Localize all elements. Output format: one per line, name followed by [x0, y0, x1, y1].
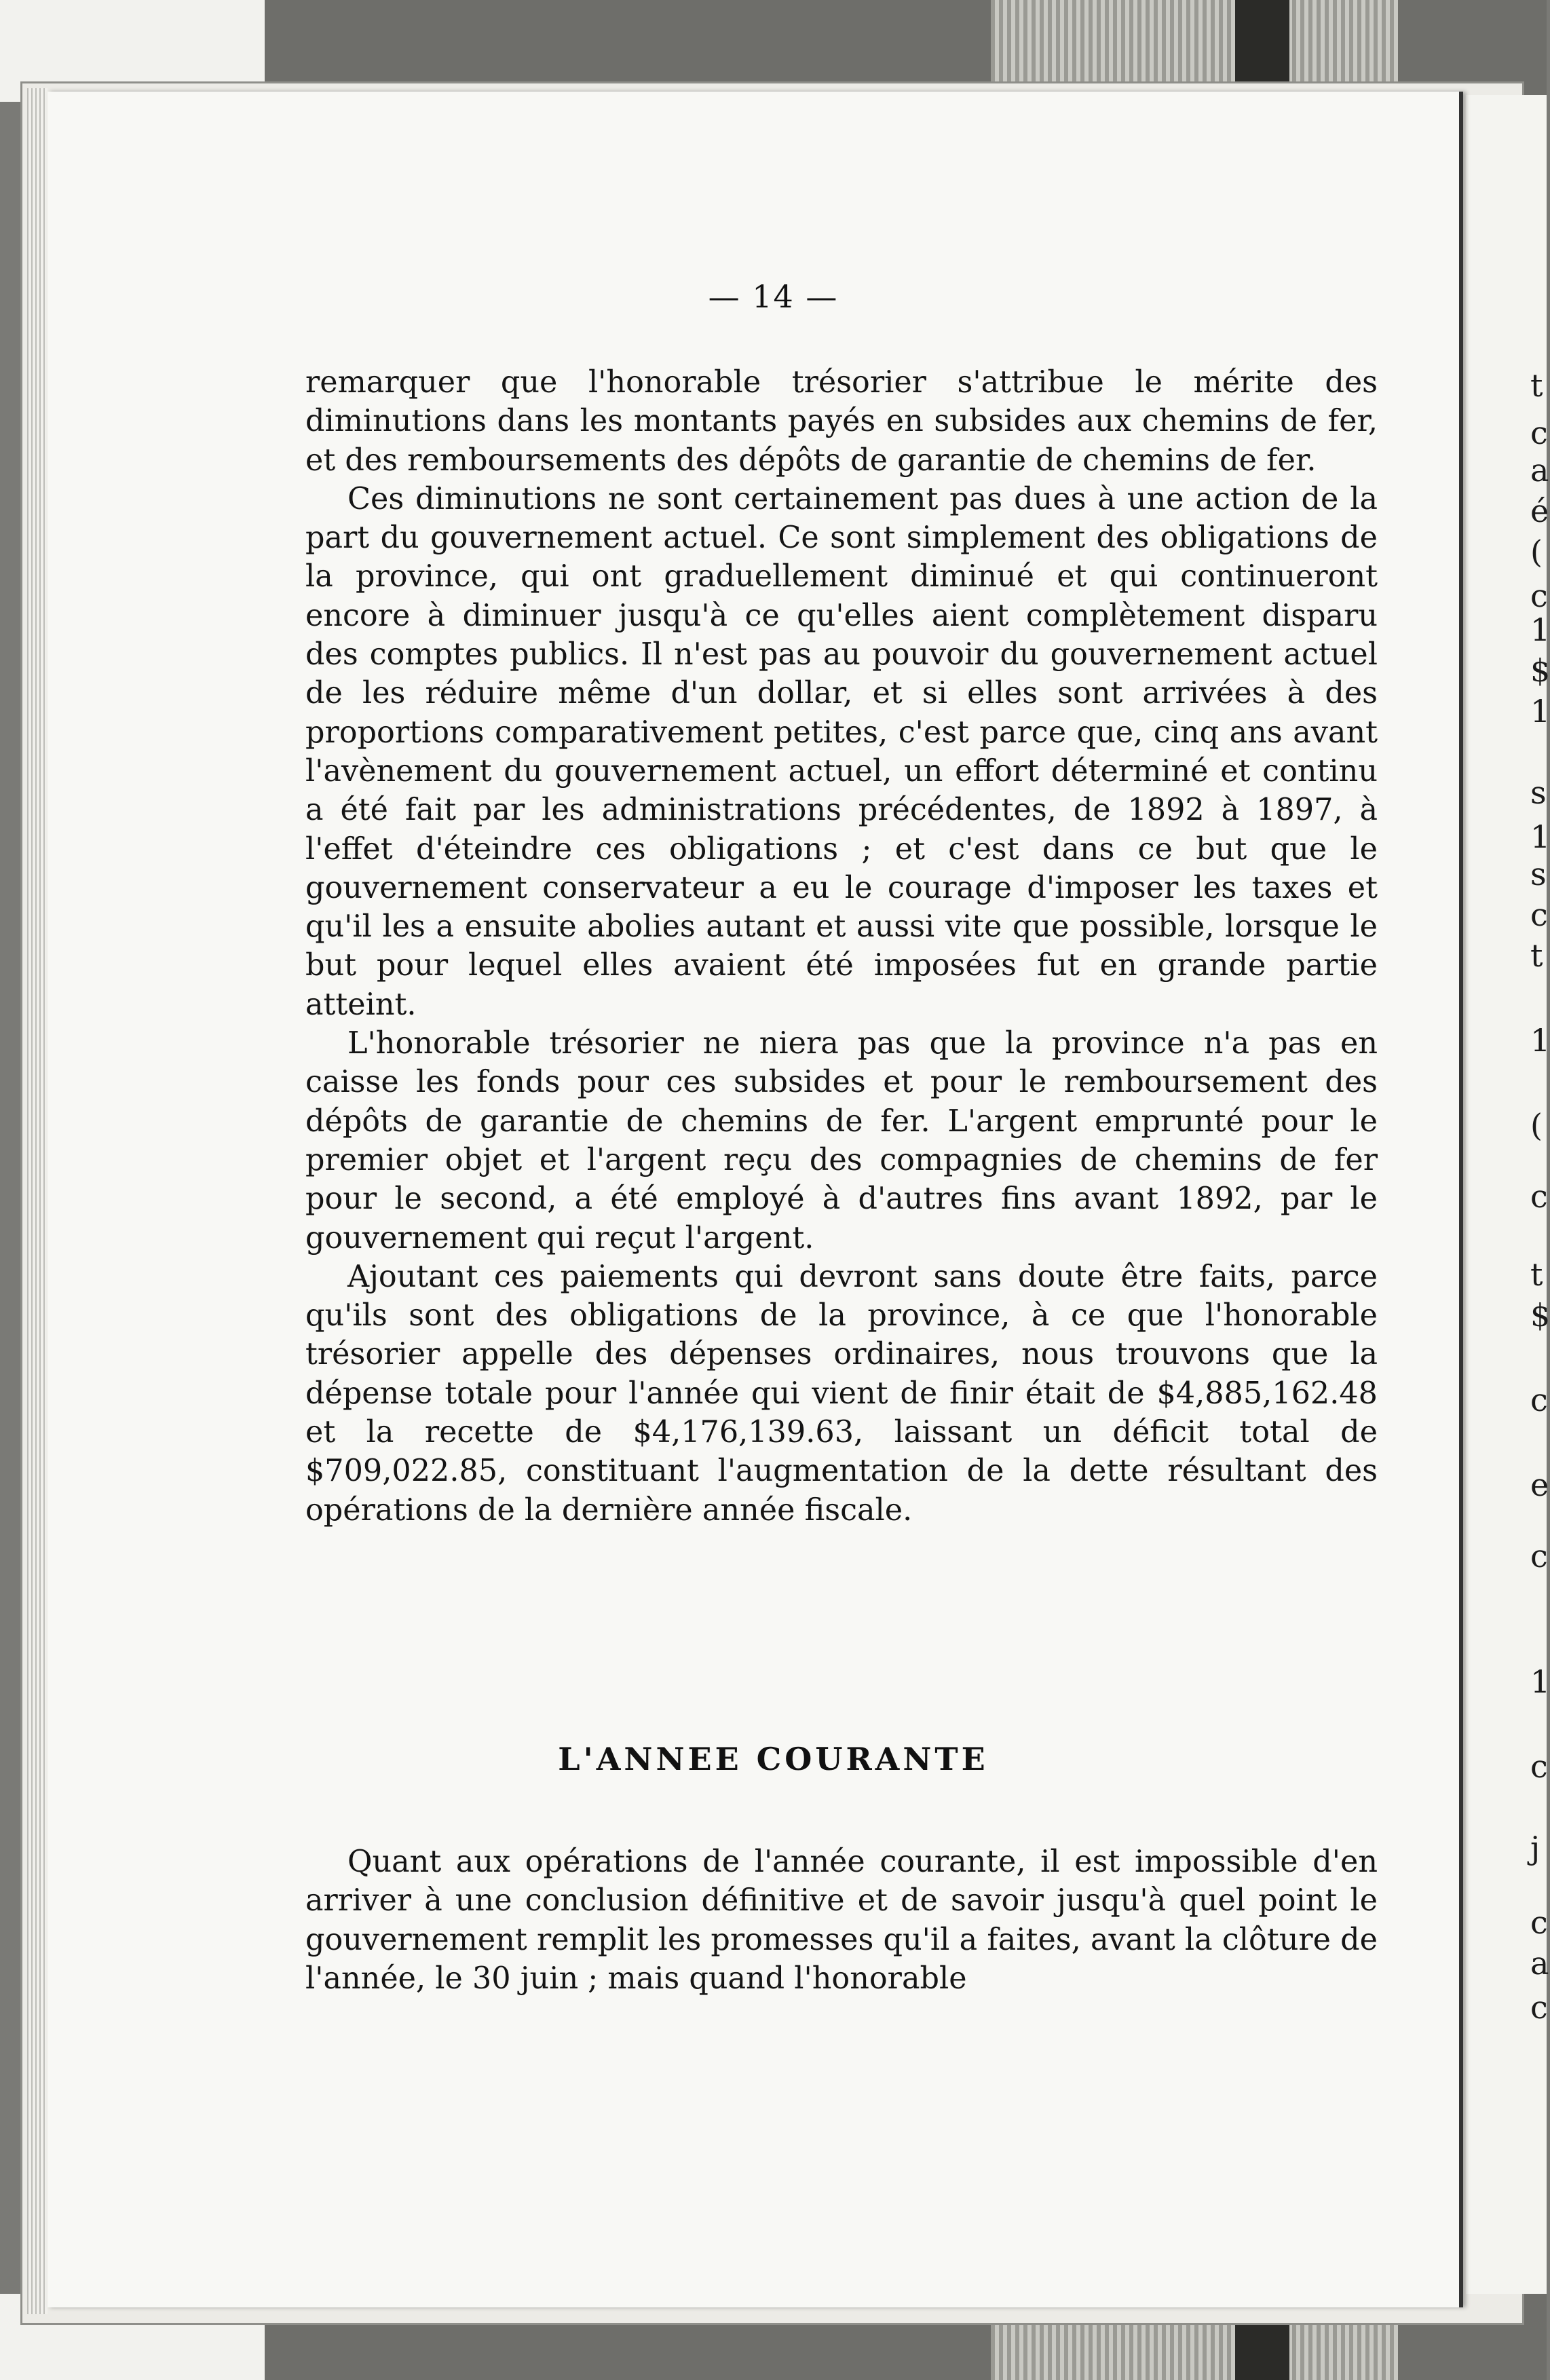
bleed-character: c: [1530, 1538, 1548, 1574]
section-body-text: [305, 1843, 1378, 1998]
bleed-character: 1: [1530, 818, 1550, 855]
paragraph: Ajoutant ces paiements qui devront sans doute être faits, parce qu'ils sont des obligations de la province, à ce que l'honorable trésorier appelle des dépenses ordinaires, nous trouvons que la dépense totale pour l'année qui vient de finir était de $4,885,162.48 et la recette de $4,176,139.63, laissant un déficit total de $709,022.85, constituant l'augmentation de la dette résultant des opérations de la dernière année fiscale.: [305, 1259, 1378, 1528]
paragraph: L'honorable trésorier ne niera pas que la province n'a pas en caisse les fonds pour ces subsides et pour le remboursement des dépôts de garantie de chemins de fer. L'argent emprunté pour le premier objet et l'argent reçu des compagnies de chemins de fer pour le second, a été employé à d'autres fins avant 1892, par le gouvernement qui reçut l'argent.: [305, 1026, 1378, 1255]
page-edges: [27, 88, 48, 2314]
bleed-character: c: [1530, 1748, 1548, 1785]
paragraph: remarquer que l'honorable trésorier s'attribue le mérite des diminutions dans les montants payés en subsides aux chemins de fer, et des remboursements des dépôts de garantie de chemins de fer.: [305, 365, 1378, 478]
bleed-character: t: [1530, 937, 1543, 974]
bleed-character: c: [1530, 1178, 1548, 1215]
paragraph: Ces diminutions ne sont certainement pas dues à une action de la part du gouvernement actuel. Ce sont simplement des obligations de la province, qui ont graduellement diminué et qui continueront encore à diminuer jusqu'à ce qu'elles aient complètement disparu des comptes publics. Il n'est pas au pouvoir du gouvernement actuel de les réduire même d'un dollar, et si elles sont arrivées à des proportions comparativement petites, c'est parce que, cinq ans avant l'avènement du gouvernement actuel, un effort déterminé et continu a été fait par les administrations précédentes, de 1892 à 1897, à l'effet d'éteindre ces obligations ; et c'est dans ce but que le gouvernement conservateur a eu le courage d'imposer les taxes et qu'il les a ensuite abolies autant et aussi vite que possible, lorsque le but pour lequel elles avaient été imposées fut en grande partie atteint.: [305, 481, 1378, 1022]
bleed-character: c: [1530, 415, 1548, 451]
bleed-character: c: [1530, 1989, 1548, 2026]
body-text: [305, 363, 1378, 1530]
bleed-character: 1: [1530, 1663, 1550, 1700]
bleed-character: t: [1530, 367, 1543, 404]
bleed-character: $: [1530, 652, 1550, 689]
bleed-character: é: [1530, 493, 1549, 529]
bleed-character: t: [1530, 1256, 1543, 1293]
bleed-character: c: [1530, 896, 1548, 933]
bleed-character: c: [1530, 578, 1548, 614]
bleed-character: 1: [1530, 611, 1550, 648]
bleed-character: (: [1530, 1107, 1543, 1144]
bleed-character: c: [1530, 1382, 1548, 1418]
paragraph: Quant aux opérations de l'année courante, il est impossible d'en arriver à une conclusion définitive et de savoir jusqu'à quel point le gouvernement remplit les promesses qu'il a faites, avant la clôture de l'année, le 30 juin ; mais quand l'honorable: [305, 1845, 1378, 1996]
bleed-character: $: [1530, 1297, 1550, 1334]
bleed-character: 1: [1530, 1022, 1550, 1059]
bleed-character: s: [1530, 774, 1547, 811]
bleed-character: (: [1530, 533, 1543, 570]
bleed-character: c: [1530, 1904, 1548, 1941]
bleed-character: j: [1530, 1830, 1540, 1866]
bleed-character: e: [1530, 1467, 1549, 1503]
bleed-character: s: [1530, 856, 1547, 892]
page-number: — 14 —: [708, 278, 839, 315]
bleed-character: a: [1530, 452, 1549, 489]
bleed-character: 1: [1530, 693, 1550, 730]
section-heading: L'ANNEE COURANTE: [558, 1741, 989, 1777]
bleed-character: a: [1530, 1945, 1549, 1982]
